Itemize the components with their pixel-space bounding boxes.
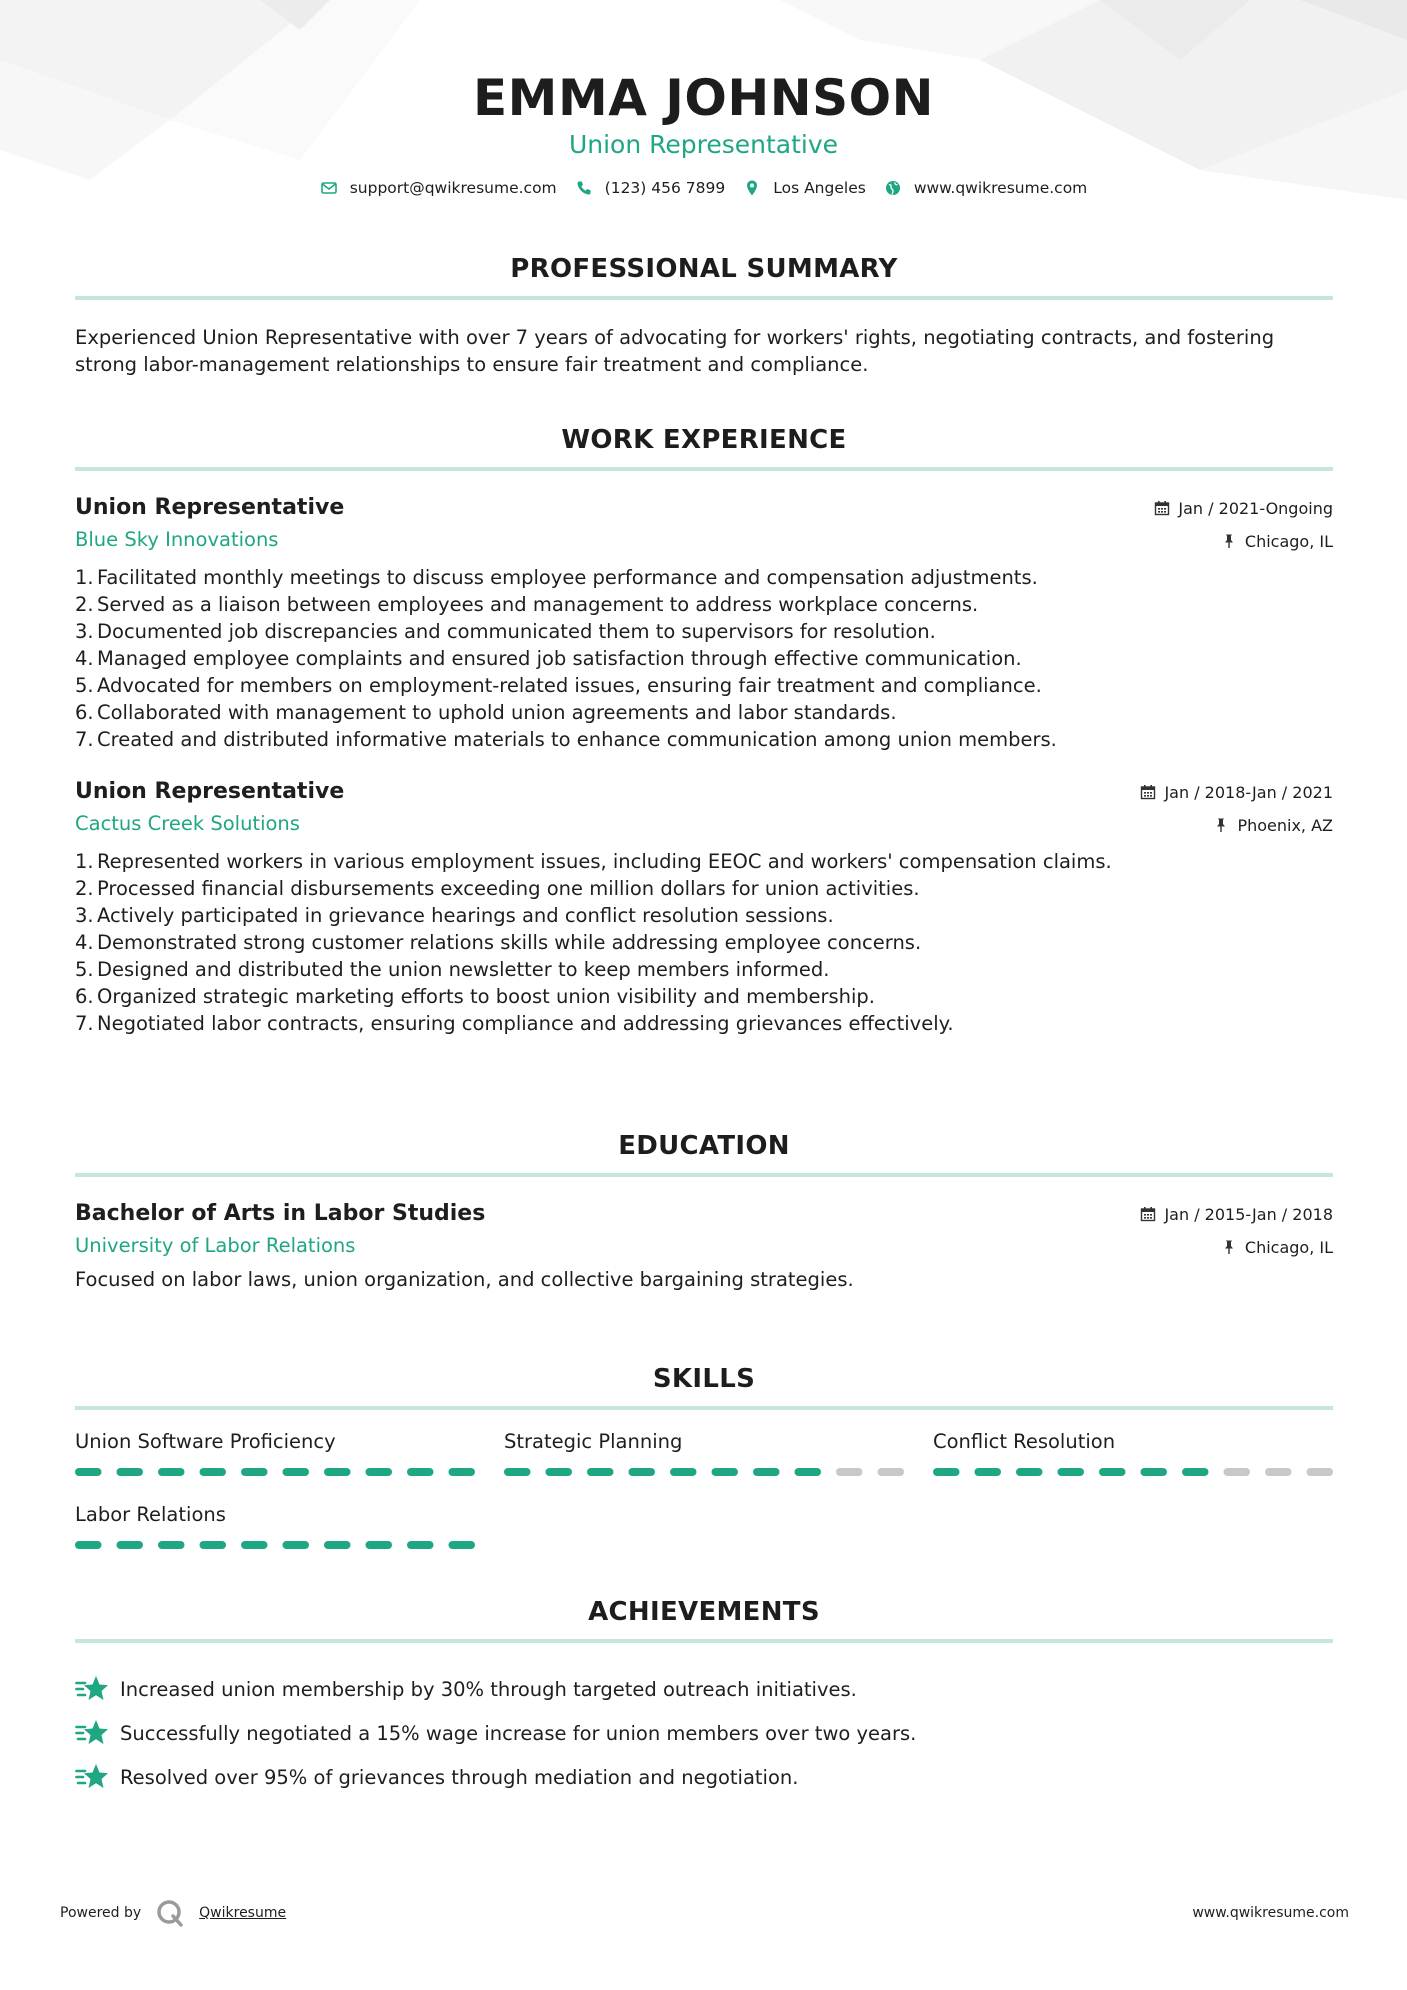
achievements-section: [75, 1597, 1333, 1799]
phone-icon: [575, 179, 593, 197]
achievements-title: ACHIEVEMENTS: [588, 1597, 820, 1627]
skill-segment: [587, 1468, 614, 1476]
calendar-icon: [1140, 1206, 1156, 1222]
experience-title: WORK EXPERIENCE: [561, 425, 847, 455]
contact-email[interactable]: [320, 179, 557, 197]
list-item: 6. Organized strategic marketing efforts to boost union visibility and membership.: [75, 985, 875, 1008]
skill-segment: [241, 1468, 268, 1476]
skill-segment: [158, 1541, 185, 1549]
skills-grid: [75, 1430, 1333, 1554]
skill-segment: [366, 1468, 393, 1476]
summary-section: [75, 254, 1333, 378]
footer-website[interactable]: www.qwikresume.com: [1192, 1905, 1349, 1921]
skill-segment: [200, 1468, 227, 1476]
job-bullets: [75, 564, 1333, 753]
job-title: Union Representative: [75, 779, 345, 804]
skill-segment: [366, 1541, 393, 1549]
powered-by: [60, 1898, 286, 1928]
skill-segment: [546, 1468, 573, 1476]
skill-segment: [629, 1468, 656, 1476]
skill-level-bar: [75, 1540, 475, 1550]
list-item: 1. Represented workers in various employment issues, including EEOC and workers' compensation claims.: [75, 850, 1112, 873]
achievement-text: Successfully negotiated a 15% wage increase for union members over two years.: [120, 1721, 917, 1745]
contact-phone-text: (123) 456 7899: [604, 178, 726, 197]
skill-segment: [1182, 1468, 1209, 1476]
list-item: [75, 1667, 1333, 1711]
skill-segment: [324, 1541, 351, 1549]
list-item: 2. Served as a liaison between employees and management to address workplace concerns.: [75, 593, 979, 616]
shooting-star-icon: [75, 1718, 109, 1748]
skill-segment: [1265, 1468, 1292, 1476]
section-divider: [75, 1173, 1333, 1177]
skill-segment: [1224, 1468, 1251, 1476]
job-entry: [75, 779, 1333, 1037]
section-divider: [75, 1639, 1333, 1643]
page-footer: [60, 1898, 1349, 1928]
skill-item: [75, 1430, 475, 1481]
list-item: 5. Designed and distributed the union newsletter to keep members informed.: [75, 958, 830, 981]
globe-icon: [884, 179, 902, 197]
skill-segment: [158, 1468, 185, 1476]
skill-item: [75, 1503, 475, 1554]
contact-phone[interactable]: [575, 179, 726, 197]
skill-segment: [449, 1468, 476, 1476]
skills-section: [75, 1364, 1333, 1554]
list-item: 7. Created and distributed informative materials to enhance communication among union members.: [75, 728, 1057, 751]
list-item: [75, 1755, 1333, 1799]
shooting-star-icon: [75, 1762, 109, 1792]
skill-segment: [1099, 1468, 1126, 1476]
achievements-list: [75, 1667, 1333, 1799]
envelope-icon: [320, 179, 338, 197]
job-company: Cactus Creek Solutions: [75, 812, 300, 835]
skill-segment: [1307, 1468, 1334, 1476]
skill-segment: [753, 1468, 780, 1476]
skill-segment: [1016, 1468, 1043, 1476]
skill-level-bar: [933, 1467, 1333, 1477]
skill-name: Strategic Planning: [504, 1430, 683, 1453]
skill-segment: [117, 1541, 144, 1549]
job-dates: Jan / 2018-Jan / 2021: [1164, 782, 1333, 802]
skill-segment: [407, 1468, 434, 1476]
skill-segment: [75, 1541, 102, 1549]
achievement-text: Resolved over 95% of grievances through mediation and negotiation.: [120, 1765, 799, 1789]
skill-level-bar: [75, 1467, 475, 1477]
education-dates: Jan / 2015-Jan / 2018: [1164, 1204, 1333, 1224]
map-pin-icon: [743, 179, 761, 197]
skill-level-bar: [504, 1467, 904, 1477]
achievement-text: Increased union membership by 30% through targeted outreach initiatives.: [120, 1677, 857, 1701]
education-entry: [75, 1201, 1333, 1291]
pushpin-icon: [1213, 817, 1229, 833]
calendar-icon: [1140, 784, 1156, 800]
job-title: Union Representative: [75, 495, 345, 520]
section-divider: [75, 296, 1333, 300]
contact-bar: [0, 179, 1407, 197]
list-item: 6. Collaborated with management to uphold union agreements and labor standards.: [75, 701, 897, 724]
job-dates: Jan / 2021-Ongoing: [1178, 498, 1333, 518]
skill-segment: [712, 1468, 739, 1476]
skill-segment: [241, 1541, 268, 1549]
skill-item: [933, 1430, 1333, 1481]
education-degree: Bachelor of Arts in Labor Studies: [75, 1201, 486, 1226]
shooting-star-icon: [75, 1674, 109, 1704]
contact-location: [743, 179, 866, 197]
pushpin-icon: [1221, 1239, 1237, 1255]
resume-header: [0, 70, 1407, 197]
job-company: Blue Sky Innovations: [75, 528, 279, 551]
candidate-role: Union Representative: [568, 129, 839, 159]
pushpin-icon: [1221, 533, 1237, 549]
list-item: 2. Processed financial disbursements exceeding one million dollars for union activities.: [75, 877, 920, 900]
brand-link[interactable]: Qwikresume: [199, 1905, 287, 1921]
skill-segment: [407, 1541, 434, 1549]
education-location: Chicago, IL: [1244, 1237, 1333, 1257]
skill-segment: [324, 1468, 351, 1476]
section-divider: [75, 467, 1333, 471]
skill-segment: [504, 1468, 531, 1476]
list-item: 1. Facilitated monthly meetings to discuss employee performance and compensation adjustments.: [75, 566, 1038, 589]
education-title: EDUCATION: [618, 1131, 790, 1161]
candidate-name: EMMA JOHNSON: [473, 69, 934, 127]
contact-location-text: Los Angeles: [773, 178, 866, 197]
list-item: 3. Documented job discrepancies and communicated them to supervisors for resolution.: [75, 620, 936, 643]
job-bullets: [75, 848, 1333, 1037]
list-item: 4. Demonstrated strong customer relations skills while addressing employee concerns.: [75, 931, 922, 954]
list-item: 5. Advocated for members on employment-related issues, ensuring fair treatment and compliance.: [75, 674, 1042, 697]
skill-segment: [117, 1468, 144, 1476]
contact-website-text: www.qwikresume.com: [913, 178, 1088, 197]
summary-title: PROFESSIONAL SUMMARY: [510, 254, 898, 284]
contact-email-text: support@qwikresume.com: [349, 178, 557, 197]
skill-segment: [200, 1541, 227, 1549]
skill-segment: [1058, 1468, 1085, 1476]
skill-segment: [878, 1468, 905, 1476]
skill-name: Labor Relations: [75, 1503, 226, 1526]
education-school: University of Labor Relations: [75, 1234, 356, 1257]
skill-name: Union Software Proficiency: [75, 1430, 336, 1453]
list-item: 3. Actively participated in grievance hearings and conflict resolution sessions.: [75, 904, 834, 927]
contact-website[interactable]: [884, 179, 1087, 197]
skill-segment: [836, 1468, 863, 1476]
summary-text: Experienced Union Representative with over 7 years of advocating for workers' rights, negotiating contracts, and fostering strong labor-management relationships to ensure fair treatment and compliance.: [75, 326, 1275, 376]
skill-segment: [283, 1541, 310, 1549]
list-item: 7. Negotiated labor contracts, ensuring compliance and addressing grievances effectively.: [75, 1012, 954, 1035]
education-description: Focused on labor laws, union organization, and collective bargaining strategies.: [75, 1268, 854, 1291]
skill-segment: [75, 1468, 102, 1476]
calendar-icon: [1154, 500, 1170, 516]
skill-segment: [670, 1468, 697, 1476]
skill-item: [504, 1430, 904, 1481]
job-location: Chicago, IL: [1244, 531, 1333, 551]
section-divider: [75, 1406, 1333, 1410]
skill-segment: [449, 1541, 476, 1549]
skill-segment: [975, 1468, 1002, 1476]
skill-name: Conflict Resolution: [933, 1430, 1116, 1453]
skill-segment: [933, 1468, 960, 1476]
job-entry: [75, 495, 1333, 753]
skill-segment: [283, 1468, 310, 1476]
education-section: [75, 1131, 1333, 1291]
powered-by-label: Powered by: [60, 1905, 142, 1921]
skill-segment: [795, 1468, 822, 1476]
list-item: [75, 1711, 1333, 1755]
skill-segment: [1141, 1468, 1168, 1476]
list-item: 4. Managed employee complaints and ensured job satisfaction through effective communication.: [75, 647, 1022, 670]
experience-section: [75, 425, 1333, 1037]
skills-title: SKILLS: [652, 1364, 756, 1394]
job-location: Phoenix, AZ: [1237, 815, 1333, 835]
qwikresume-logo-icon: [155, 1898, 185, 1928]
